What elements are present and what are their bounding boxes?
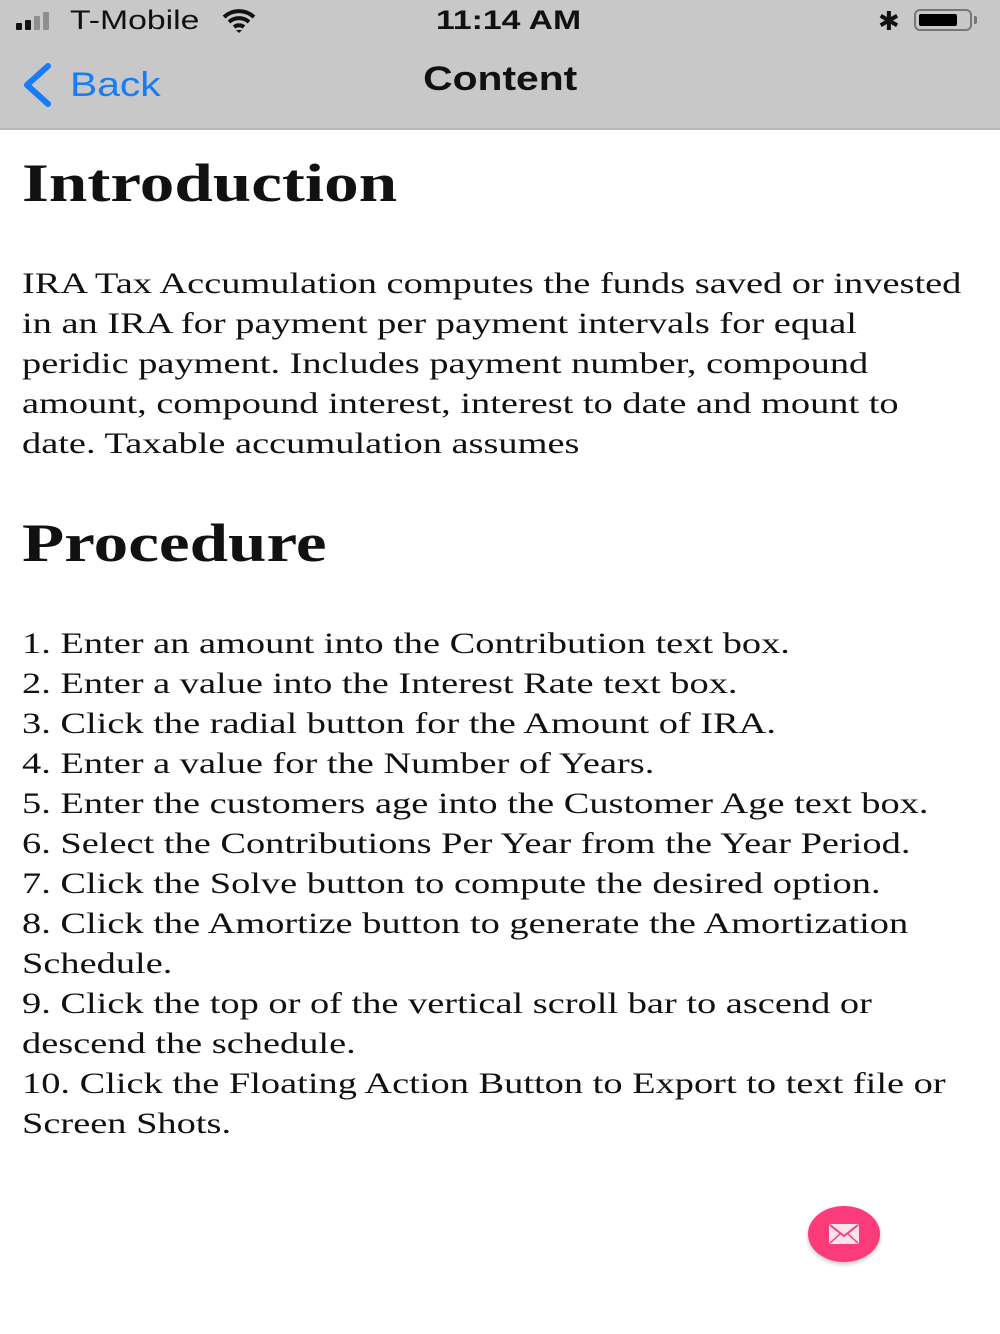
clock: 11:14 AM [436, 5, 582, 35]
procedure-heading: Procedure [22, 513, 327, 573]
procedure-step: 6. Select the Contributions Per Year from the Year Period. [22, 827, 911, 860]
introduction-heading: Introduction [22, 153, 398, 213]
signal-strength-icon [16, 12, 49, 30]
mail-icon [828, 1223, 860, 1245]
procedure-step: 10. Click the Floating Action Button to Export to text file or Screen Shots. [22, 1067, 946, 1140]
procedure-steps [22, 624, 969, 1144]
page-title-text: Content [422, 60, 578, 98]
carrier-label: T-Mobile [70, 5, 200, 35]
export-fab-button[interactable] [808, 1206, 880, 1262]
page-title [0, 60, 1000, 99]
battery-icon [914, 9, 972, 31]
battery-tip [974, 16, 977, 24]
introduction-text: IRA Tax Accumulation computes the funds saved or invested in an IRA for payment per payment intervals for equal peridic payment. Includes payment number, compound amount, compound interest, interest to date and mount to date. Taxable accumulation assumes [22, 267, 962, 460]
navigation-bar [0, 42, 1000, 130]
procedure-step: 9. Click the top or of the vertical scroll bar to ascend or descend the schedule. [22, 987, 872, 1060]
procedure-step: 2. Enter a value into the Interest Rate text box. [22, 667, 738, 700]
procedure-step: 1. Enter an amount into the Contribution text box. [22, 627, 790, 660]
procedure-step: 3. Click the radial button for the Amount of IRA. [22, 707, 777, 740]
wifi-icon [222, 8, 256, 34]
procedure-step: 5. Enter the customers age into the Customer Age text box. [22, 787, 929, 820]
procedure-step: 4. Enter a value for the Number of Years. [22, 747, 655, 780]
procedure-step: 8. Click the Amortize button to generate the Amortization Schedule. [22, 907, 909, 980]
procedure-step: 7. Click the Solve button to compute the desired option. [22, 867, 881, 900]
back-label: Back [70, 65, 161, 104]
status-bar [0, 0, 1000, 42]
bluetooth-icon: ✱ [878, 6, 900, 36]
